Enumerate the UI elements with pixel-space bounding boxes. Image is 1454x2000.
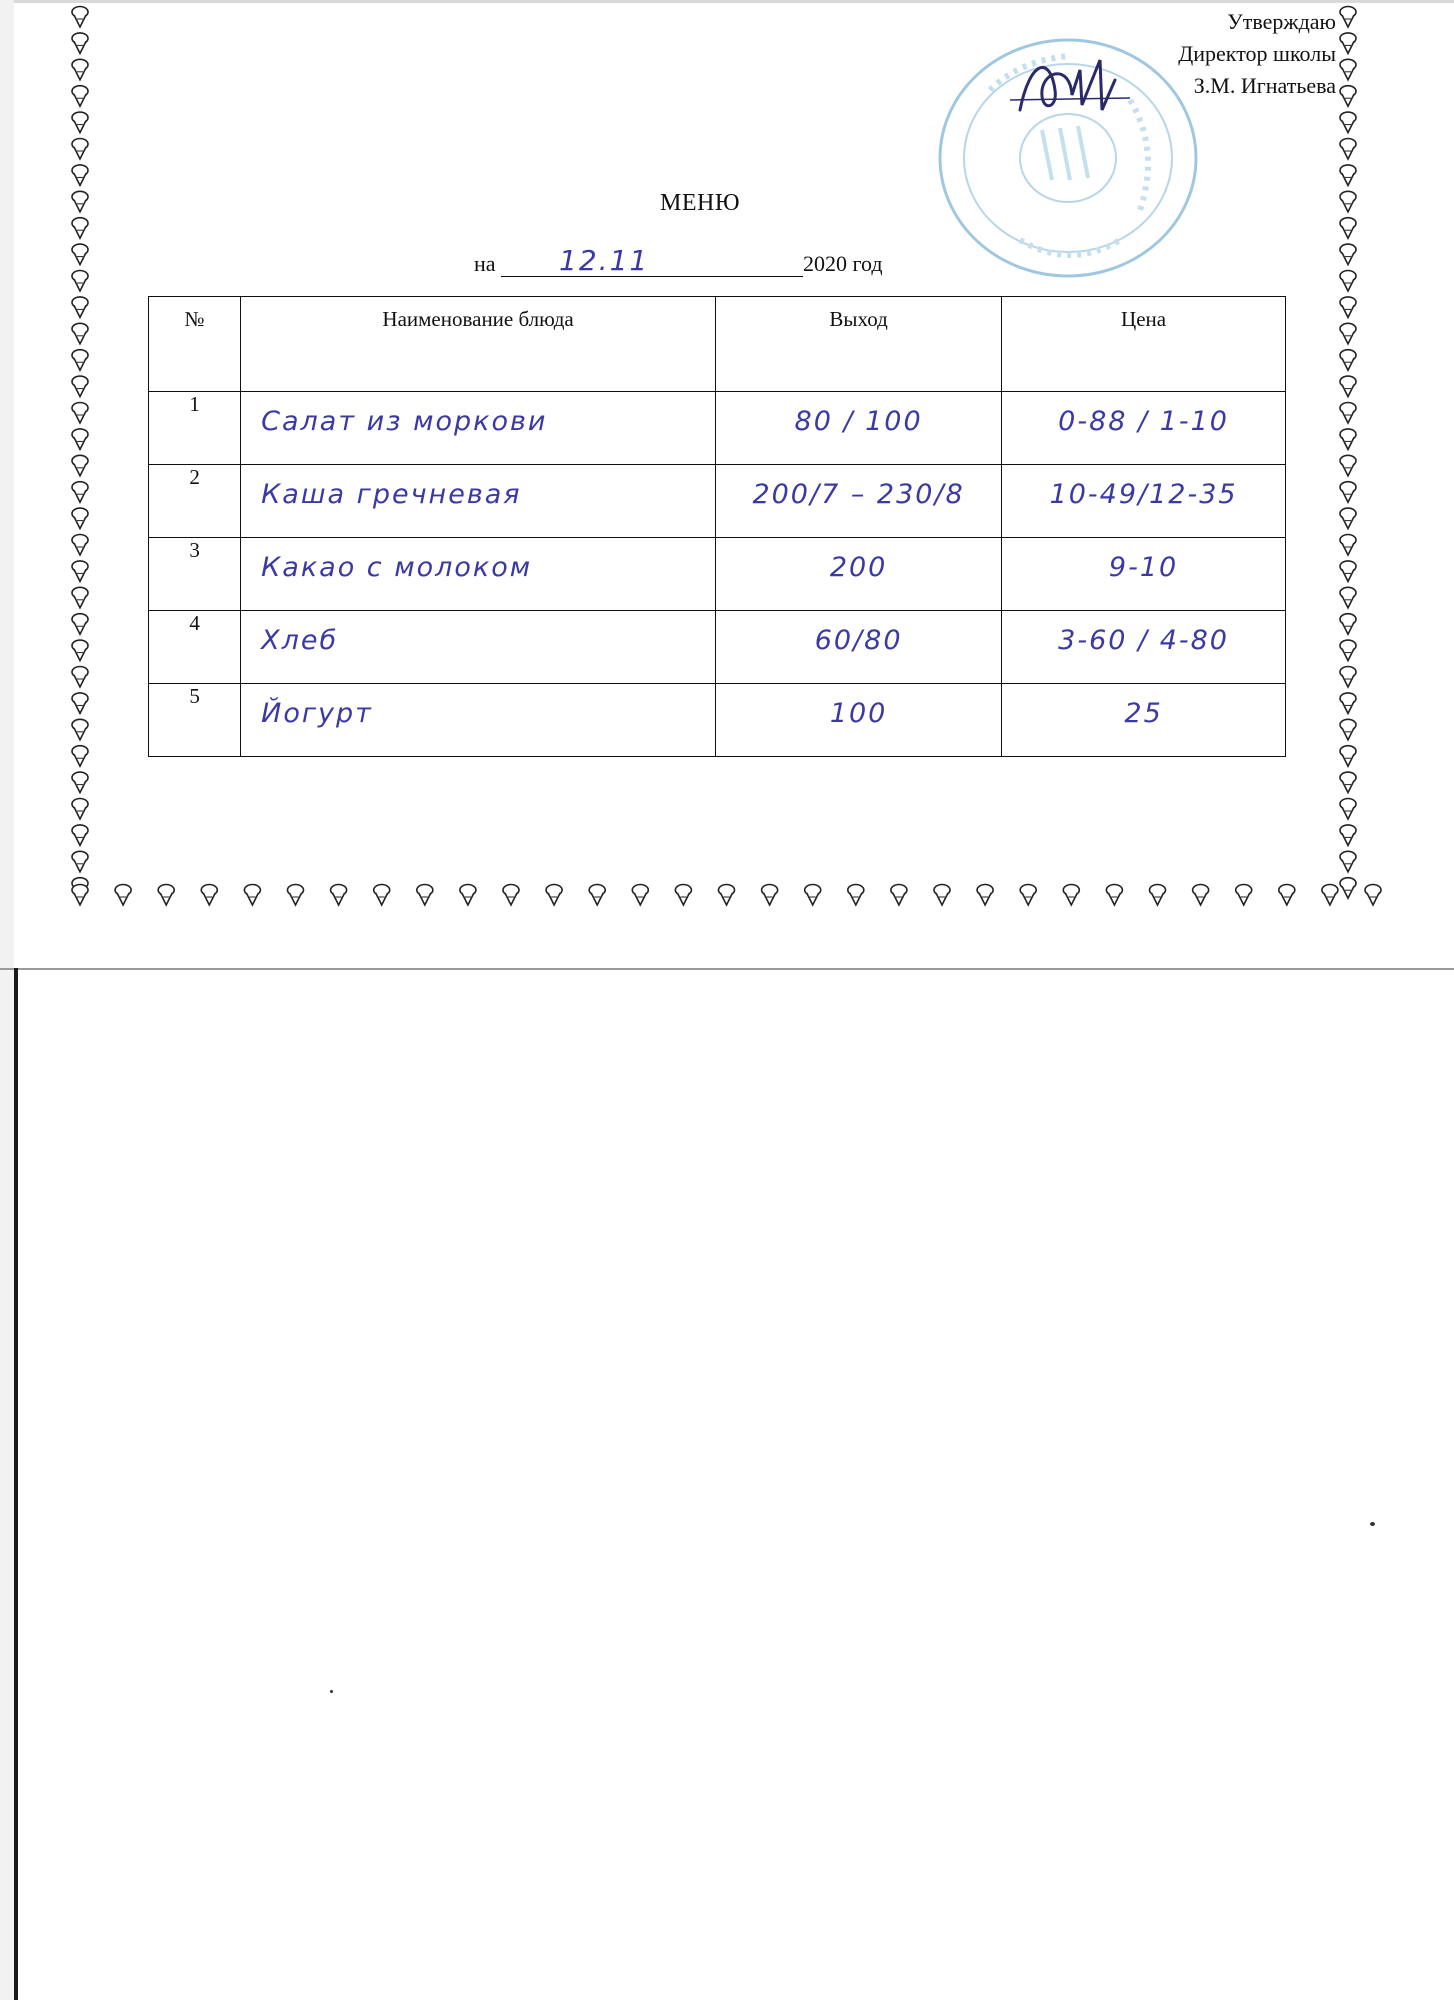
- cone-icon: [977, 885, 993, 906]
- row-number-cell: 4: [149, 611, 241, 684]
- scan-edge-left: [14, 968, 18, 2000]
- menu-date-line: [474, 244, 883, 280]
- cone-icon: [72, 350, 88, 371]
- dish-price: 25: [1124, 698, 1163, 729]
- dish-yield: 200: [829, 552, 888, 583]
- cone-icon: [589, 885, 605, 906]
- cone-icon: [1322, 885, 1338, 906]
- cone-icon: [1063, 885, 1079, 906]
- dish-price: 9-10: [1108, 552, 1179, 583]
- cone-icon: [72, 165, 88, 186]
- menu-title: МЕНЮ: [660, 190, 740, 216]
- cone-icon: [1340, 693, 1356, 714]
- row-number-cell: 1: [149, 392, 241, 465]
- dish-price-cell: [1002, 611, 1286, 684]
- dish-name: Хлеб: [261, 625, 339, 656]
- dish-yield: 60/80: [814, 625, 903, 656]
- dish-name-cell: [241, 684, 716, 757]
- table-header-row: [149, 297, 1286, 392]
- cone-icon: [72, 799, 88, 820]
- cone-icon: [1340, 561, 1356, 582]
- cone-icon: [72, 376, 88, 397]
- date-suffix: 2020 год: [803, 251, 883, 276]
- dish-name: Каша гречневая: [261, 479, 522, 510]
- cone-icon: [1340, 482, 1356, 503]
- cone-icon: [72, 508, 88, 529]
- dish-yield-cell: [716, 684, 1002, 757]
- cone-icon: [115, 885, 131, 906]
- dish-price-cell: [1002, 538, 1286, 611]
- cone-icon: [1340, 297, 1356, 318]
- dish-name-cell: [241, 392, 716, 465]
- dish-yield: 200/7 – 230/8: [752, 479, 965, 510]
- cone-icon: [1020, 885, 1036, 906]
- cone-icon: [1340, 218, 1356, 239]
- cone-icon: [1340, 640, 1356, 661]
- scan-speck: [330, 1690, 333, 1693]
- dish-yield-cell: [716, 611, 1002, 684]
- cone-icon: [934, 885, 950, 906]
- cone-icon: [1340, 323, 1356, 344]
- cone-icon: [72, 746, 88, 767]
- cone-icon: [72, 667, 88, 688]
- table-row: [149, 684, 1286, 757]
- cone-icon: [72, 455, 88, 476]
- dish-yield-cell: [716, 538, 1002, 611]
- cone-icon: [460, 885, 476, 906]
- scan-speck: [1370, 1522, 1375, 1526]
- cone-icon: [72, 7, 88, 28]
- cone-icon: [72, 587, 88, 608]
- cone-icon: [72, 33, 88, 54]
- cone-icon: [72, 561, 88, 582]
- cone-icon: [1236, 885, 1252, 906]
- dish-yield: 80 / 100: [794, 406, 923, 437]
- cone-icon: [1340, 614, 1356, 635]
- cone-icon: [1193, 885, 1209, 906]
- dish-name: Йогурт: [261, 698, 373, 729]
- cone-icon: [1340, 7, 1356, 28]
- cone-icon: [331, 885, 347, 906]
- cone-icon: [719, 885, 735, 906]
- cone-icon: [1340, 508, 1356, 529]
- cone-icon: [72, 86, 88, 107]
- cone-icon: [1340, 59, 1356, 80]
- dish-name-cell: [241, 538, 716, 611]
- cone-icon: [72, 244, 88, 265]
- approval-position: Директор школы: [1178, 41, 1336, 66]
- cone-icon: [374, 885, 390, 906]
- cone-icon: [1340, 86, 1356, 107]
- dish-yield: 100: [829, 698, 888, 729]
- table-row: [149, 538, 1286, 611]
- cone-icon: [1340, 376, 1356, 397]
- cone-icon: [72, 139, 88, 160]
- row-number-cell: 5: [149, 684, 241, 757]
- cone-icon: [72, 297, 88, 318]
- cone-icon: [632, 885, 648, 906]
- cone-icon: [1279, 885, 1295, 906]
- cone-icon: [1340, 746, 1356, 767]
- dish-name-cell: [241, 611, 716, 684]
- menu-table: [148, 296, 1286, 757]
- cone-icon: [72, 482, 88, 503]
- approval-block: [1036, 6, 1336, 102]
- cone-icon: [72, 640, 88, 661]
- dish-price-cell: [1002, 465, 1286, 538]
- approval-title: Утверждаю: [1227, 9, 1336, 34]
- cone-icon: [72, 59, 88, 80]
- cone-icon: [1340, 244, 1356, 265]
- table-row: [149, 611, 1286, 684]
- scan-edge-bottom: [0, 968, 1454, 970]
- cone-icon: [891, 885, 907, 906]
- header-dish: Наименование блюда: [241, 297, 716, 392]
- cone-icon: [805, 885, 821, 906]
- dish-name: Салат из моркови: [261, 406, 548, 437]
- cone-icon: [72, 271, 88, 292]
- cone-icon: [1340, 403, 1356, 424]
- cone-icon: [1340, 851, 1356, 872]
- date-handwritten: 12.11: [559, 244, 650, 277]
- cone-icon: [72, 851, 88, 872]
- cone-icon: [72, 535, 88, 556]
- dish-price-cell: [1002, 392, 1286, 465]
- cone-icon: [417, 885, 433, 906]
- cone-icon: [675, 885, 691, 906]
- dish-price: 10-49/12-35: [1049, 479, 1238, 510]
- table-row: [149, 392, 1286, 465]
- cone-icon: [1340, 825, 1356, 846]
- cone-icon: [1340, 139, 1356, 160]
- dish-price: 0-88 / 1-10: [1058, 406, 1229, 437]
- cone-icon: [1340, 112, 1356, 133]
- cone-icon: [201, 885, 217, 906]
- cone-icon: [1340, 772, 1356, 793]
- dish-price: 3-60 / 4-80: [1058, 625, 1229, 656]
- cone-icon: [1340, 165, 1356, 186]
- header-yield: Выход: [716, 297, 1002, 392]
- dish-price-cell: [1002, 684, 1286, 757]
- cone-icon: [1340, 429, 1356, 450]
- cone-icon: [244, 885, 260, 906]
- cone-icon: [848, 885, 864, 906]
- dish-name: Какао с молоком: [261, 552, 533, 583]
- cone-icon: [72, 112, 88, 133]
- cone-icon: [72, 825, 88, 846]
- header-price: Цена: [1002, 297, 1286, 392]
- cone-icon: [1340, 271, 1356, 292]
- cone-icon: [503, 885, 519, 906]
- cone-icon: [72, 719, 88, 740]
- cone-icon: [288, 885, 304, 906]
- dish-yield-cell: [716, 392, 1002, 465]
- row-number-cell: 3: [149, 538, 241, 611]
- cone-icon: [1340, 719, 1356, 740]
- date-prefix: на: [474, 251, 496, 276]
- table-row: [149, 465, 1286, 538]
- date-blank: [501, 244, 803, 277]
- cone-icon: [72, 429, 88, 450]
- cone-icon: [1340, 878, 1356, 899]
- cone-icon: [1365, 885, 1381, 906]
- cone-icon: [72, 693, 88, 714]
- cone-icon: [1106, 885, 1122, 906]
- row-number-cell: 2: [149, 465, 241, 538]
- cone-icon: [1340, 799, 1356, 820]
- dish-name-cell: [241, 465, 716, 538]
- cone-icon: [158, 885, 174, 906]
- cone-icon: [1340, 587, 1356, 608]
- cone-icon: [1340, 350, 1356, 371]
- cone-icon: [72, 614, 88, 635]
- cone-icon: [72, 403, 88, 424]
- dish-yield-cell: [716, 465, 1002, 538]
- cone-icon: [546, 885, 562, 906]
- cone-icon: [1340, 667, 1356, 688]
- cone-icon: [1150, 885, 1166, 906]
- approval-name: З.М. Игнатьева: [1193, 73, 1336, 98]
- cone-icon: [762, 885, 778, 906]
- cone-icon: [72, 218, 88, 239]
- cone-icon: [1340, 455, 1356, 476]
- header-number: №: [149, 297, 241, 392]
- cone-icon: [72, 772, 88, 793]
- cone-icon: [72, 885, 88, 906]
- cone-icon: [1340, 535, 1356, 556]
- cone-icon: [72, 323, 88, 344]
- cone-icon: [1340, 33, 1356, 54]
